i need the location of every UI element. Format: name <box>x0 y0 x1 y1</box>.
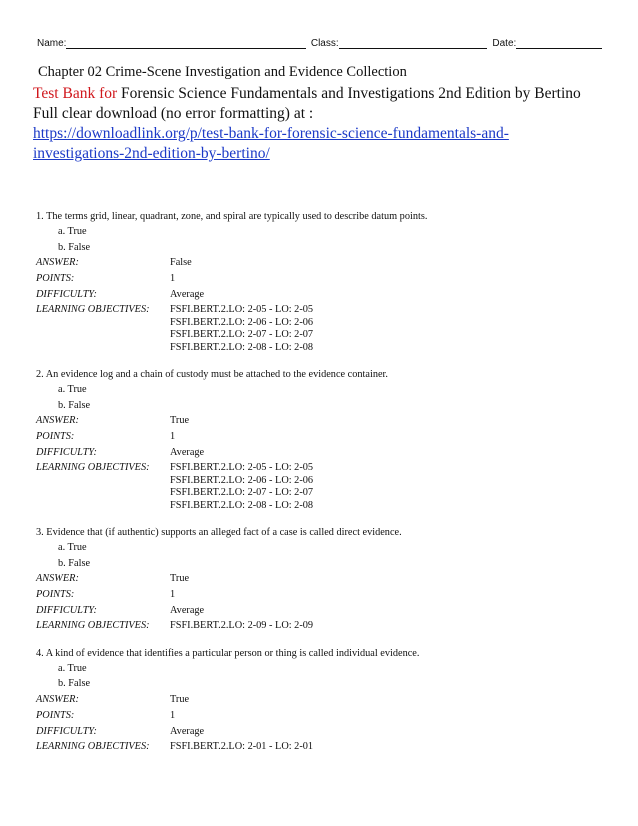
promo-title <box>33 84 593 104</box>
points-label: POINTS: <box>36 273 75 284</box>
question-text: 3. Evidence that (if authentic) supports an alleged fact of a case is called direct evidence. <box>36 527 402 538</box>
worksheet-header <box>37 38 602 49</box>
answer-row <box>36 255 606 271</box>
points-row <box>36 587 606 603</box>
promo-block <box>33 84 593 164</box>
difficulty-label: DIFFICULTY: <box>36 289 97 300</box>
answer-value: True <box>170 415 190 426</box>
objectives-row <box>36 304 606 354</box>
objectives-list <box>170 462 313 512</box>
objectives-label: LEARNING OBJECTIVES: <box>36 620 150 631</box>
objective-value: FSFI.BERT.2.LO: 2-07 - LO: 2-07 <box>170 329 314 340</box>
points-value: 1 <box>170 273 176 284</box>
option-a-true[interactable]: a. True <box>58 384 87 395</box>
objectives-label: LEARNING OBJECTIVES: <box>36 740 150 752</box>
answer-label: ANSWER: <box>36 257 79 268</box>
points-row <box>36 271 606 287</box>
option-b-false[interactable]: b. False <box>58 399 91 411</box>
difficulty-row <box>36 445 606 461</box>
question-item <box>36 367 606 512</box>
objectives-list <box>170 304 313 354</box>
difficulty-row <box>36 724 606 740</box>
question-text: 4. A kind of evidence that identifies a particular person or thing is called individual evidence. <box>36 647 420 659</box>
objectives-row <box>36 620 606 633</box>
date-blank <box>516 38 602 49</box>
question-item <box>36 646 606 754</box>
question-text: 2. An evidence log and a chain of custody must be attached to the evidence container. <box>36 369 388 380</box>
answer-value: True <box>170 573 190 584</box>
answer-row <box>36 413 606 429</box>
download-link[interactable]: https://downloadlink.org/p/test-bank-for-forensic-science-fundamentals-and-investigations-2nd-edition-by-bertino/ <box>33 125 509 162</box>
objective-value: FSFI.BERT.2.LO: 2-05 - LO: 2-05 <box>170 304 314 315</box>
promo-red-prefix: Test Bank for <box>33 85 118 102</box>
option-a-true[interactable]: a. True <box>58 226 87 237</box>
points-label: POINTS: <box>36 431 75 442</box>
name-label: Name: <box>37 38 67 49</box>
objective-value: FSFI.BERT.2.LO: 2-05 - LO: 2-05 <box>170 462 314 473</box>
question-text: 1. The terms grid, linear, quadrant, zone, and spiral are typically used to describe datum points. <box>36 211 428 222</box>
objective-value: FSFI.BERT.2.LO: 2-01 - LO: 2-01 <box>170 740 314 752</box>
answer-row <box>36 571 606 587</box>
class-label: Class: <box>310 38 339 49</box>
class-blank <box>339 38 488 49</box>
objectives-row <box>36 741 606 754</box>
objectives-list <box>170 620 313 633</box>
answer-label: ANSWER: <box>36 573 79 584</box>
name-blank <box>66 38 305 49</box>
points-value: 1 <box>170 709 176 721</box>
option-b-false[interactable]: b. False <box>58 557 91 569</box>
objectives-label: LEARNING OBJECTIVES: <box>36 304 150 315</box>
objective-value: FSFI.BERT.2.LO: 2-06 - LO: 2-06 <box>170 474 314 486</box>
objectives-label: LEARNING OBJECTIVES: <box>36 462 150 473</box>
date-label: Date: <box>492 38 517 49</box>
points-value: 1 <box>170 589 176 600</box>
difficulty-value: Average <box>170 447 205 458</box>
objective-value: FSFI.BERT.2.LO: 2-08 - LO: 2-08 <box>170 341 314 353</box>
promo-download-text: Full clear download (no error formatting) at : <box>33 105 314 122</box>
option-b-false[interactable]: b. False <box>58 241 91 253</box>
answer-label: ANSWER: <box>36 415 79 426</box>
question-item <box>36 525 606 633</box>
difficulty-value: Average <box>170 725 205 737</box>
objective-value: FSFI.BERT.2.LO: 2-09 - LO: 2-09 <box>170 620 314 631</box>
objectives-list <box>170 741 313 754</box>
difficulty-row <box>36 287 606 303</box>
option-b-false[interactable]: b. False <box>58 678 91 689</box>
points-row <box>36 429 606 445</box>
answer-label: ANSWER: <box>36 693 79 705</box>
difficulty-value: Average <box>170 605 205 616</box>
difficulty-label: DIFFICULTY: <box>36 725 97 737</box>
points-label: POINTS: <box>36 709 75 721</box>
objective-value: FSFI.BERT.2.LO: 2-07 - LO: 2-07 <box>170 487 314 498</box>
points-value: 1 <box>170 431 176 442</box>
question-list <box>36 209 606 766</box>
difficulty-row <box>36 603 606 619</box>
chapter-title: Chapter 02 Crime-Scene Investigation and Evidence Collection <box>38 64 407 80</box>
promo-book-title: Forensic Science Fundamentals and Investigations 2nd Edition by Bertino <box>117 85 581 102</box>
objective-value: FSFI.BERT.2.LO: 2-06 - LO: 2-06 <box>170 316 314 328</box>
question-item <box>36 209 606 354</box>
option-a-true[interactable]: a. True <box>58 542 87 553</box>
difficulty-value: Average <box>170 289 205 300</box>
points-row <box>36 708 606 724</box>
answer-value: False <box>170 257 192 268</box>
objective-value: FSFI.BERT.2.LO: 2-08 - LO: 2-08 <box>170 499 314 511</box>
answer-row <box>36 692 606 708</box>
difficulty-label: DIFFICULTY: <box>36 447 97 458</box>
answer-value: True <box>170 693 190 705</box>
option-a-true[interactable]: a. True <box>58 662 87 674</box>
objectives-row <box>36 462 606 512</box>
difficulty-label: DIFFICULTY: <box>36 605 97 616</box>
points-label: POINTS: <box>36 589 75 600</box>
